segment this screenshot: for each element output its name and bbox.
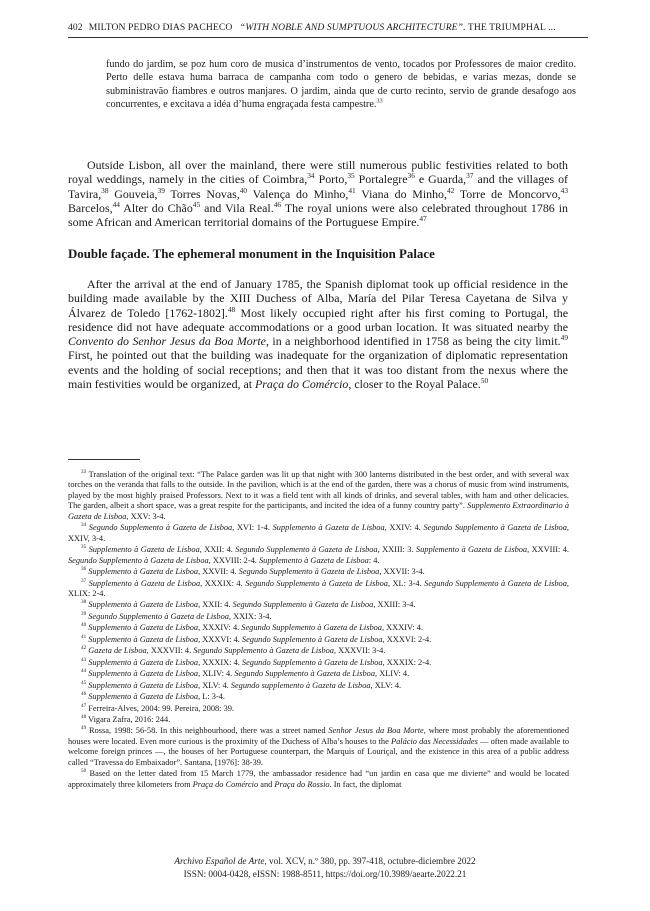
footnote-ref: 48	[227, 304, 236, 314]
text-run: , closer to the Royal Palace.	[348, 377, 481, 392]
text-run: Barcelos,	[68, 200, 113, 215]
footnote-ref: 33	[81, 469, 87, 476]
text-run: , XVI: 1-4.	[232, 523, 273, 533]
text-run	[68, 277, 568, 391]
text-run: and Vila Real.	[200, 200, 274, 215]
italic-text: Segundo Supplemento à Gazeta de Lisboa	[232, 600, 374, 610]
footnote-ref: 45	[81, 679, 87, 686]
text-run: , XLV: 4.	[370, 680, 402, 690]
footnote-ref: 37	[466, 171, 474, 181]
footnote-ref: 46	[81, 691, 87, 698]
text-run: Based on the letter dated from 15 March 1779, the ambassador residence had “un jardin en casa que me divierte” and would be located approximately three kilometers from	[68, 769, 569, 789]
text-run: Ferreira-Alves, 2004: 99. Pereira, 2008: 39.	[88, 703, 234, 713]
text-run: Porto,	[314, 172, 348, 187]
text-run: . In fact, the diplomat	[329, 779, 402, 789]
footnote-ref: 41	[81, 634, 87, 641]
running-head-title-rest: . THE TRIUMPHAL ...	[463, 22, 556, 33]
footnote-ref: 33	[376, 97, 383, 105]
footnote-ref: 36	[407, 171, 415, 181]
italic-text: Supplemento à Gazeta de Lisboa	[88, 545, 200, 555]
italic-text: Segundo Supplemento à Gazeta de Lisboa	[241, 623, 382, 633]
header-rule	[68, 37, 588, 38]
footnote-39	[68, 612, 569, 622]
footnote-47	[68, 704, 569, 714]
text-run: , XXIII: 3-4.	[373, 600, 416, 610]
italic-text: Supplemento à Gazeta de Lisboa	[88, 669, 199, 679]
footer-citation	[0, 855, 650, 868]
footnote-ref: 35	[81, 544, 87, 551]
text-run: , XXXVI: 2-4.	[382, 634, 432, 644]
footnote-43	[68, 658, 569, 668]
footnote-33	[68, 470, 569, 522]
footnote-46	[68, 692, 569, 702]
footnote-ref: 40	[81, 622, 87, 629]
text-run: , XLV: 4.	[198, 680, 231, 690]
footnote-ref: 44	[81, 668, 87, 675]
footnote-ref: 36	[81, 566, 87, 573]
italic-text: Segundo Supplemento à Gazeta de Lisboa	[88, 611, 229, 621]
text-run: Torres Novas,	[164, 186, 240, 201]
footnote-ref: 38	[101, 185, 109, 195]
text-run: Archivo Español de Arte	[174, 856, 265, 866]
text-run: , XXXIX: 4.	[198, 657, 242, 667]
footnote-ref: 39	[81, 611, 87, 618]
text-run: , XLIV: 4.	[375, 669, 410, 679]
italic-text: Segundo Supplemento à Gazeta de Lisboa	[238, 567, 380, 577]
footnote-ref: 34	[307, 171, 315, 181]
text-run: , L: 3-4.	[198, 692, 225, 702]
block-quote	[106, 58, 576, 112]
text-run: , XXXIV: 4.	[198, 623, 242, 633]
text-run: , XXVII: 4.	[198, 567, 239, 577]
footnote-45	[68, 681, 569, 691]
footnote-48	[68, 715, 569, 725]
italic-text: Praça do Rossio	[274, 779, 330, 789]
footnote-ref: 50	[480, 376, 489, 386]
italic-text: Segundo supplemento à Gazeta de Lisboa	[230, 680, 371, 690]
text-run: , in a neighborhood identified in 1758 as being the city limit.	[265, 334, 561, 349]
italic-text: Supplemento à Gazeta de Lisboa	[88, 692, 199, 702]
italic-text: Segundo Supplemento à Gazeta de Lisboa	[423, 523, 567, 533]
footnote-49	[68, 726, 569, 768]
italic-text: Segundo Supplemento à Gazeta de Lisboa	[424, 578, 567, 588]
footnote-ref: 43	[560, 185, 568, 195]
footnote-ref: 47	[419, 214, 427, 224]
italic-text: Segundo Supplemento à Gazeta de Lisboa	[88, 523, 233, 533]
footnote-42	[68, 646, 569, 656]
body-paragraph-residence	[68, 277, 568, 391]
text-run: , XXVIII: 2-4.	[208, 555, 259, 565]
section-heading: Double façade. The ephemeral monument in the Inquisition Palace	[68, 247, 435, 261]
italic-text: Segundo Supplemento à Gazeta de Lisboa	[68, 555, 209, 565]
text-run: First, he pointed out that the building was inadequate for the organization of diplomatic representation events and the holding of social receptions; and then that it was too distant from the nexus where the main festivities would be organized, at	[68, 348, 568, 392]
footnote-50	[68, 769, 569, 790]
text-run: , where most probably the aforementioned houses were located. Even more curious is the proximity of the Duchess of Alba’s houses to the	[68, 726, 569, 746]
italic-text: Supplemento Extraordinario à Gazeta de Lisboa	[68, 501, 569, 521]
running-head	[68, 22, 588, 33]
footnote-35	[68, 545, 569, 566]
italic-text: Supplemento à Gazeta de Lisboa	[415, 545, 528, 555]
text-run: and the villages of Tavira,	[68, 172, 569, 201]
text-run: , XLIV: 4.	[198, 669, 235, 679]
text-run: , XL: 3-4.	[387, 578, 425, 588]
text-run: , XXVIII: 4.	[527, 545, 570, 555]
italic-text: Segundo Supplemento à Gazeta de Lisboa	[241, 657, 383, 667]
footnote-ref: 50	[81, 768, 87, 775]
page-footer	[0, 855, 650, 881]
text-run: , XXII: 4.	[198, 600, 233, 610]
italic-text: Segundo Supplemento à Gazeta de Lisboa	[245, 578, 388, 588]
text-run: and	[258, 779, 275, 789]
text-run: Most likely occupied right after his first coming to Portugal, the residence did not have adequate accommodations or a good urban location. It was situated nearby the	[68, 305, 568, 334]
text-run: , XXXIX: 4.	[200, 578, 246, 588]
italic-text: Segundo Supplemento à Gazeta de Lisboa	[235, 545, 378, 555]
footnote-38	[68, 600, 569, 610]
italic-text: Supplemento à Gazeta de Lisboa	[258, 555, 369, 565]
italic-text: Supplemento à Gazeta de Lisboa	[88, 680, 199, 690]
text-run: , vol. XCV, n.º 380, pp. 397-418, octubre-diciembre 2022	[264, 856, 476, 866]
text-run: , XXXIV: 4.	[381, 623, 424, 633]
footnote-ref: 42	[81, 645, 87, 652]
text-run: — often made available to welcome foreign princes —, the houses of her Portuguese counterpart, the Marquis of Louriçal, and the existence in this area of a public address called “Travessa do Embaixador”. Santana, [1976]: 38-39.	[68, 736, 569, 767]
footnote-ref: 45	[192, 199, 201, 209]
footnote-44	[68, 669, 569, 679]
text-run	[68, 158, 568, 229]
text-run: Translation of the original text: “The Palace garden was lit up that night with 300 lanterns distributed in the best order, and with several wax torches on the veranda that falls to the outside. In the pavilion, which is at the end of the garden, there was a chorus of music from wind instruments, played by the most highly praised Professors. Next to it was a field tent with all kinds of drinks, and several tables, with ham and other delicacies. The garden, albeit a short space, was a great respite for the participants, and incited the idea of a funny country party”.	[68, 470, 569, 511]
italic-text: Supplemento à Gazeta de Lisboa	[88, 657, 199, 667]
footnote-ref: 43	[81, 656, 87, 663]
footnote-rule	[68, 459, 140, 460]
footnote-37	[68, 579, 569, 600]
text-run: : 4.	[368, 555, 380, 565]
footnote-41	[68, 635, 569, 645]
text-run: , XXVII: 3-4.	[379, 567, 425, 577]
footnote-ref: 40	[239, 185, 248, 195]
text-run: Outside Lisbon, all over the mainland, there were still numerous public festivities related to both royal weddings, namely in the cities of Coimbra,	[68, 158, 568, 187]
footnote-ref: 41	[348, 185, 356, 195]
text-run: , XXIII: 3.	[377, 545, 416, 555]
footer-issn: ISSN: 0004-0428, eISSN: 1988-8511, https://doi.org/10.3989/aearte.2022.21	[183, 869, 467, 879]
text-run: , XXXIX: 2-4.	[382, 657, 432, 667]
italic-text: Supplemento à Gazeta de Lisboa	[272, 523, 385, 533]
italic-text: Supplemento à Gazeta de Lisboa	[88, 634, 199, 644]
text-run: , XXXVI: 4.	[198, 634, 242, 644]
text-run: , XXIV, 3-4.	[68, 523, 569, 543]
text-run: , XXIV: 4.	[384, 523, 424, 533]
italic-text: Supplemento à Gazeta de Lisboa	[88, 567, 199, 577]
quote-text: fundo do jardim, se poz hum coro de musica d’instrumentos de vento, tocados por Professores de maior credito. Perto delle estava huma barraca de campanha com todo o genero de bebidas, e varias mezas, donde se subministravão fiambres e outros manjares. O jardim, ainda que de curto recinto, servio de grande desafogo aos concurrentes, e excitava a idéa d’huma engraçada festa campestre.	[106, 59, 576, 111]
footnote-ref: 38	[81, 599, 87, 606]
italic-text: Convento do Senhor Jesus da Boa Morte	[68, 334, 266, 349]
italic-text: Supplemento à Gazeta de Lisboa	[88, 623, 199, 633]
italic-text: Segundo Supplemento à Gazeta de Lisboa	[241, 634, 383, 644]
footnote-ref: 34	[81, 522, 87, 529]
text-run: Gouveia,	[108, 186, 158, 201]
body-paragraph-festivities	[68, 158, 568, 229]
footnote-ref: 46	[273, 199, 282, 209]
italic-text: Praça do Comércio	[192, 779, 259, 789]
text-run: e Guarda,	[414, 172, 467, 187]
italic-text: Palácio das Necessidades	[390, 736, 478, 746]
text-run: Viana do Minho,	[355, 186, 447, 201]
page-number: 402	[68, 22, 83, 33]
text-run: Alter do Chão	[119, 200, 193, 215]
italic-text: Praça do Comércio	[255, 377, 349, 392]
footnote-ref: 42	[446, 185, 455, 195]
footnote-ref: 49	[81, 725, 87, 732]
text-run: , XXV: 3-4.	[126, 511, 166, 521]
footnote-40	[68, 623, 569, 633]
italic-text: Segundo Supplemento à Gazeta de Lisboa	[234, 669, 376, 679]
text-run: Rossa, 1998: 56-58. In this neighbourhood, there was a street named	[89, 726, 329, 736]
text-run: , XXIX: 3-4.	[228, 611, 272, 621]
text-run: , XXXVII: 3-4.	[333, 646, 386, 656]
footnote-ref: 44	[112, 199, 120, 209]
italic-text: Segundo Supplemento à Gazeta de Lisboa	[193, 646, 334, 656]
running-head-title: “WITH NOBLE AND SUMPTUOUS ARCHITECTURE”	[239, 22, 464, 33]
text-run: , XLIX: 2-4.	[68, 578, 569, 598]
text-run: , XXII: 4.	[199, 545, 236, 555]
footnote-ref: 47	[81, 702, 87, 709]
footnotes	[68, 470, 569, 791]
footnote-ref: 49	[560, 333, 568, 343]
italic-text: Senhor Jesus da Boa Morte	[328, 726, 424, 736]
footnote-34	[68, 523, 569, 544]
footnote-ref: 37	[81, 577, 87, 584]
text-run: Valença do Minho,	[247, 186, 349, 201]
text-run: The royal unions were also celebrated throughout 1786 in some African and American territorial domains of the Portuguese Empire.	[68, 200, 568, 230]
text-run: After the arrival at the end of January 1785, the Spanish diplomat took up official residence in the building made available by the XIII Duchess of Alba, María del Pilar Teresa Cayetana de Silva y Álvarez de Toledo [1762-1802].	[68, 277, 568, 320]
footnote-ref: 35	[347, 171, 355, 181]
italic-text: Gazeta de Lisboa	[88, 646, 147, 656]
running-head-author: MILTON PEDRO DIAS PACHECO	[88, 22, 233, 33]
text-run: Torre de Moncorvo,	[454, 186, 561, 201]
text-run: Vigara Zafra, 2016: 244.	[88, 714, 171, 724]
italic-text: Supplemento à Gazeta de Lisboa	[88, 600, 199, 610]
text-run: , XXXVII: 4.	[146, 646, 194, 656]
footnote-ref: 48	[81, 714, 87, 721]
footnote-36	[68, 567, 569, 577]
italic-text: Supplemento à Gazeta de Lisboa	[88, 578, 201, 588]
footnote-ref: 39	[157, 185, 165, 195]
text-run: Portalegre	[354, 172, 408, 187]
